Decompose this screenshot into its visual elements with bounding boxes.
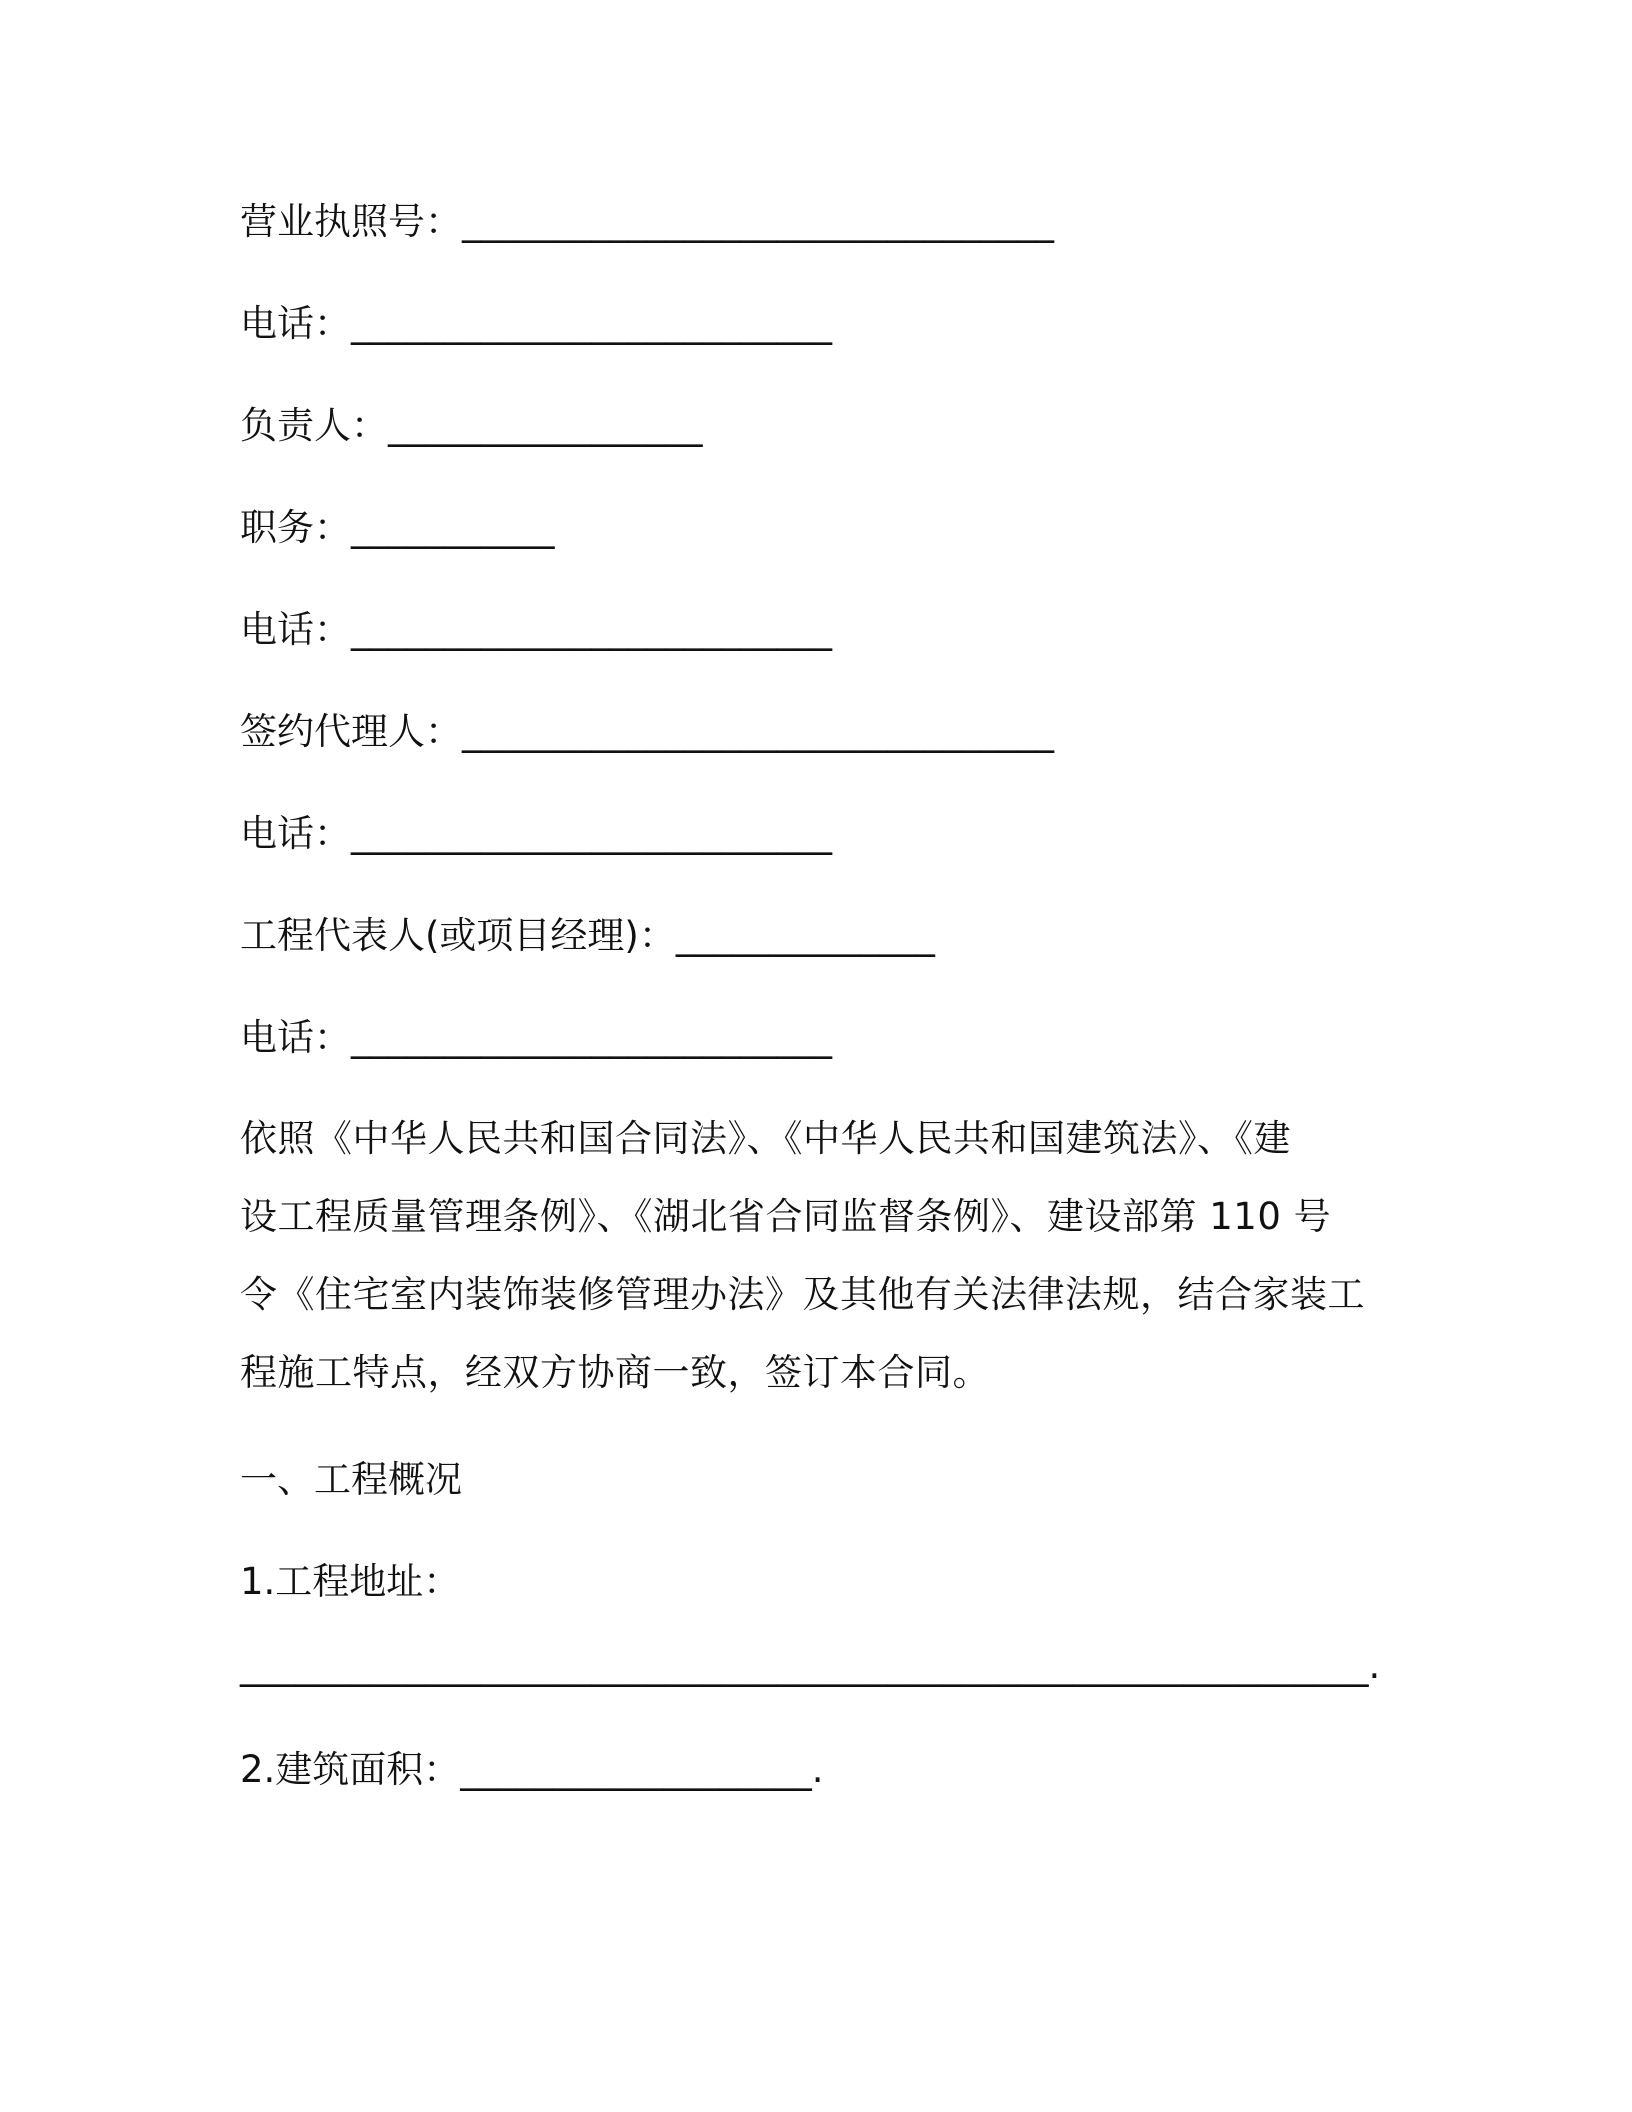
phone-field: 电话：__________________________ (240, 608, 832, 651)
position-field: 职务：___________ (240, 506, 555, 549)
intro-line: 设工程质量管理条例》、《湖北省合同监督条例》、建设部第 110 号 (240, 1195, 1332, 1238)
intro-line: 依照《中华人民共和国合同法》、《中华人民共和国建筑法》、《建 (240, 1117, 1291, 1160)
contract-intro-paragraph (240, 1100, 1365, 1412)
signing-agent-field: 签约代理人：________________________________ (240, 710, 1054, 753)
phone-field: 电话：__________________________ (240, 812, 832, 855)
intro-line: 令《住宅室内装饰装修管理办法》及其他有关法律法规，结合家装工 (240, 1273, 1365, 1316)
business-license-number-field: 营业执照号：________________________________ (240, 200, 1054, 243)
intro-line: 程施工特点，经双方协商一致，签订本合同。 (240, 1351, 990, 1394)
project-address-blank: _____________________________________________________________. (240, 1644, 1381, 1687)
section-heading: 一、工程概况 (240, 1458, 462, 1501)
project-representative-field: 工程代表人(或项目经理)：______________ (240, 914, 935, 957)
phone-field: 电话：__________________________ (240, 1016, 832, 1059)
responsible-person-field: 负责人：_________________ (240, 404, 703, 447)
project-address-label: 1.工程地址： (240, 1560, 461, 1603)
phone-field: 电话：__________________________ (240, 302, 832, 345)
building-area-field: 2.建筑面积：___________________. (240, 1748, 824, 1791)
